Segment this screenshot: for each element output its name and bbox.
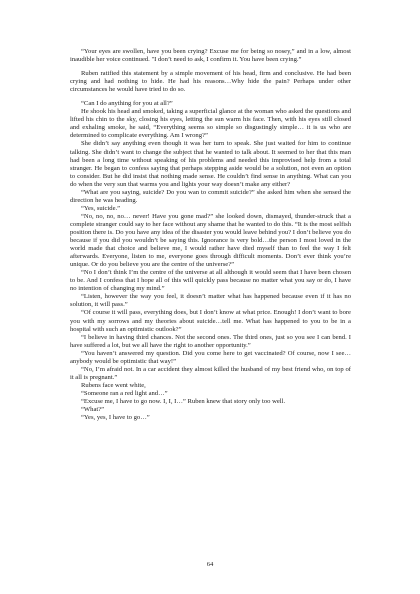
page-body [70,48,351,422]
paragraph: “Someone ran a red light and…” [81,389,168,397]
paragraph: “Yes, yes, I have to go…” [81,414,150,422]
paragraph: “What?” [81,406,105,414]
paragraph: “Yes, suicide.” [81,204,121,212]
paragraph: “Listen, however the way you feel, it doesn’t matter what has happened because even if it has no solution, it will pass.” [70,293,351,309]
paragraph: “Can I do anything for you at all?” [81,100,173,108]
paragraph: “No I don’t think I’m the centre of the universe at all although it would seem that I have been chosen to be. And I confess that I hope all of this will quickly pass because no matter what you say or do, I have no intention of changing my mind.” [70,269,351,293]
paragraph: “What are you saying, suicide? Do you wan to commit suicide?” she asked him when she sensed the direction he was heading. [70,188,351,204]
paragraph: “No, no, no, no… never! Have you gone mad?” she looked down, dismayed, thunder-struck that a complete stranger could say to her face without any shame that he wanted to do this. “It is the most selfish position there is. Do you have any idea of the disaster you would leave behind you? I don’t believe you do because if you did you wouldn’t be saying this. Ignorance is very bold…the person I most loved in the world made that choice and believe me, I would rather have died myself than to feel the way I felt afterwards. Everyone, listen to me, everyone goes through difficult moments. Don’t ever think you’re unique. Or do you believe you are the centre of the universe?” [70,212,351,269]
page-number: 64 [206,561,214,568]
paragraph: “You haven’t answered my question. Did you come here to get vaccinated? Of course, now I see…anybody would be optimistic that way!” [70,349,351,365]
paragraph: “I believe in having third chances. Not the second ones. The third ones, just so you see I can bend. I have suffered a lot, but we all have the right to another opportunity.” [70,333,351,349]
paragraph: Rubens face went white, [81,381,146,389]
paragraph: Ruben ratified this statement by a simple movement of his head, firm and conclusive. He had been crying and had nothing to hide. He had his reasons…Why hide the pain? Perhaps under other circumstances he would have tried to do so. [70,70,351,94]
paragraph: “Of course it will pass, everything does, but I don’t know at what price. Enough! I don’t want to bore you with my sorrows and my theories about suicide…tell me. What has happened to you to be in a hospital with such an optimistic outlook?” [70,309,351,333]
paragraph: “Your eyes are swollen, have you been crying? Excuse me for being so nosey,” and in a low, almost inaudible her voice continued. "I don’t need to ask, I confirm it. You have been crying.” [70,48,351,64]
paragraph: He shook his head and smoked, taking a superficial glance at the woman who asked the questions and lifted his chin to the sky, closing his eyes, letting the sun warm his face. Then, with his eyes still closed and exhaling smoke, he said, “Everything seems so simple so disgustingly simple… it is us who are determined to complicate everything. Am I wrong?” [70,108,351,140]
paragraph: She didn’t say anything even though it was her turn to speak. She just waited for him to continue talking. She didn’t want to change the subject that he wanted to talk about. It seemed to her that this man had been a long time without speaking of his problems and needed this improvised help from a total stranger. He began to confess saying that perhaps stepping aside would be a solution, not even an option to consider. But he did insist that nothing made sense. He couldn’t find sense in anything. What can you do when the very sun that warms you and lights your way doesn’t make any either? [70,140,351,188]
paragraph: “Excuse me, I have to go now. I, I, I…” Ruben knew that story only too well. [81,397,286,405]
paragraph: “No, I’m afraid not. In a car accident they almost killed the husband of my best friend who, on top of it all is pregnant.” [70,365,351,381]
